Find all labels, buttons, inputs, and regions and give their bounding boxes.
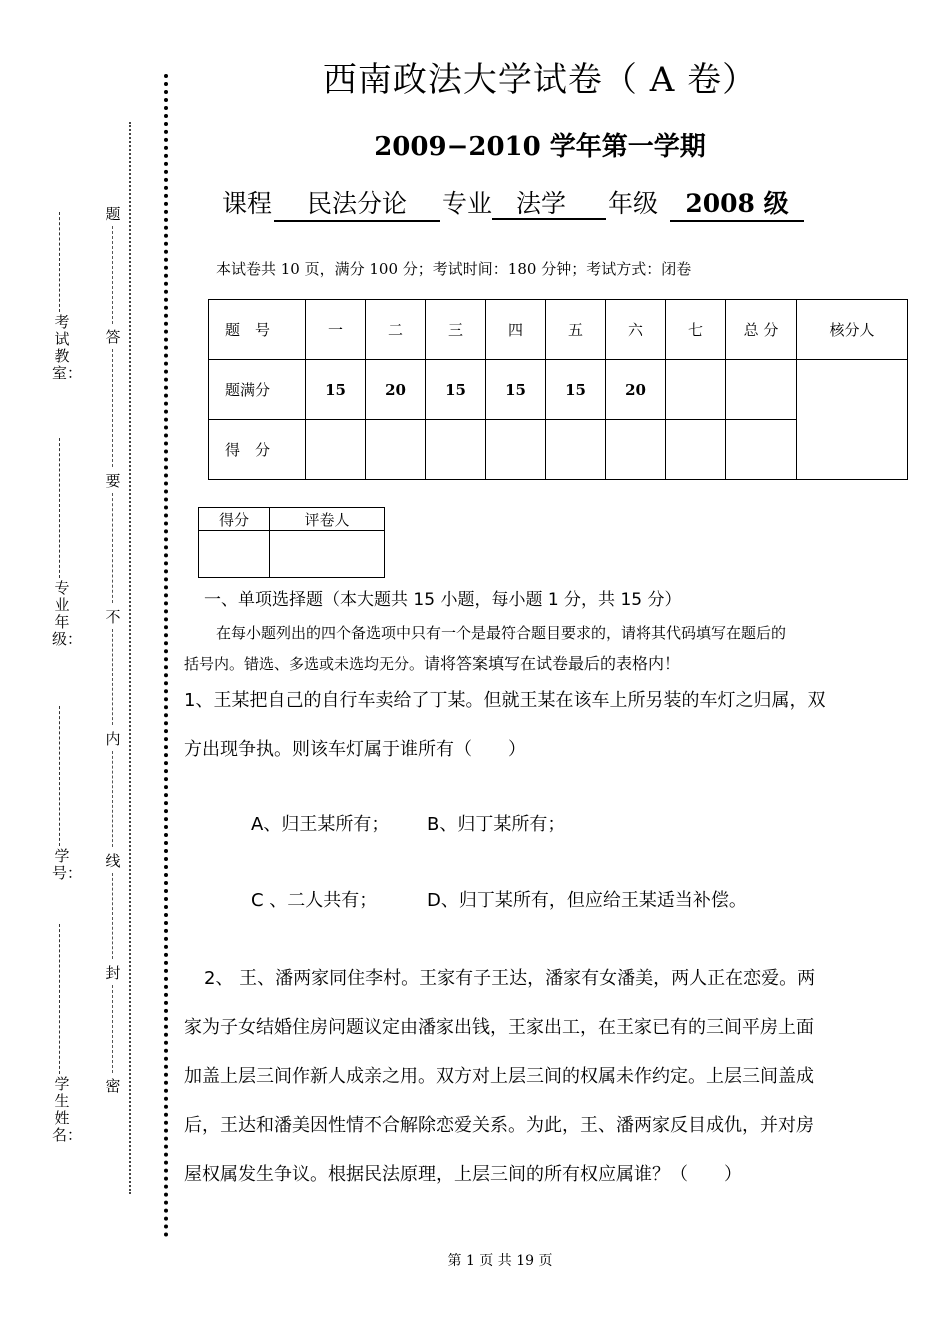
instruction-line-2 bbox=[184, 651, 680, 674]
score-cell[interactable] bbox=[606, 420, 666, 480]
grade-value: 2008 级 bbox=[670, 184, 804, 222]
q2-line-5: 屋权属发生争议。根据民法原理，上层三间的所有权应属谁？（ ） bbox=[184, 1164, 742, 1185]
grade-label: 年级 bbox=[608, 189, 659, 218]
full-mark-cell: 15 bbox=[546, 360, 606, 420]
col-header: 五 bbox=[546, 300, 606, 360]
instruction-emphasis: 请将答案填写在试卷最后的表格内！ bbox=[424, 654, 681, 673]
field-line bbox=[59, 924, 60, 1074]
col-header: 一 bbox=[306, 300, 366, 360]
score-cell[interactable] bbox=[546, 420, 606, 480]
grader-score-cell[interactable] bbox=[199, 531, 270, 578]
warning-char: 题 bbox=[105, 205, 121, 223]
page-footer: 第 1 页 共 19 页 bbox=[447, 1253, 553, 1269]
score-cell[interactable] bbox=[366, 420, 426, 480]
score-cell[interactable] bbox=[666, 420, 726, 480]
q1-option-a: A、归王某所有； bbox=[251, 814, 390, 835]
full-mark-cell: 15 bbox=[306, 360, 366, 420]
field-student-id: 学号： bbox=[52, 847, 83, 882]
section-heading: 一、单项选择题（本大题共 15 小题，每小题 1 分，共 15 分） bbox=[204, 590, 682, 610]
major-label: 专业 bbox=[442, 189, 493, 218]
page-title: 西南政法大学试卷（ A 卷） bbox=[322, 60, 758, 100]
semester: 2009−2010 学年第一学期 bbox=[374, 132, 706, 162]
field-line bbox=[59, 706, 60, 846]
warning-char: 要 bbox=[105, 472, 121, 490]
q1-line-2: 方出现争执。则该车灯属于谁所有（ ） bbox=[184, 739, 526, 760]
q2-line-3: 加盖上层三间作新人成亲之用。双方对上层三间的权属未作约定。上层三间盖成 bbox=[184, 1066, 814, 1087]
exam-info: 本试卷共 10 页，满分 100 分；考试时间：180 分钟；考试方式：闭卷 bbox=[216, 260, 692, 278]
col-header: 六 bbox=[606, 300, 666, 360]
q2-line-4: 后，王达和潘美因性情不合解除恋爱关系。为此，王、潘两家反目成仇，并对房 bbox=[184, 1115, 814, 1136]
q1-option-c: C 、二人共有； bbox=[251, 890, 378, 911]
full-mark-cell: 20 bbox=[606, 360, 666, 420]
score-table bbox=[208, 299, 908, 480]
grader-header: 得分 bbox=[199, 508, 270, 531]
col-header: 四 bbox=[486, 300, 546, 360]
col-header: 七 bbox=[666, 300, 726, 360]
q1-line-1: 1、王某把自己的自行车卖给了丁某。但就王某在该车上所另装的车灯之归属，双 bbox=[184, 690, 826, 711]
grader-header: 评卷人 bbox=[270, 508, 385, 531]
full-mark-cell: 15 bbox=[426, 360, 486, 420]
field-student-name: 学生姓名： bbox=[52, 1075, 83, 1144]
checker-cell[interactable] bbox=[797, 360, 908, 480]
row-label: 得 分 bbox=[209, 420, 306, 480]
score-cell[interactable] bbox=[306, 420, 366, 480]
warning-char: 封 bbox=[105, 964, 121, 982]
score-cell[interactable] bbox=[726, 420, 797, 480]
row-label: 题满分 bbox=[209, 360, 306, 420]
instruction-line-1: 在每小题列出的四个备选项中只有一个是最符合题目要求的，请将其代码填写在题后的 bbox=[216, 624, 787, 642]
warning-char: 线 bbox=[105, 852, 121, 870]
q2-line-2: 家为子女结婚住房问题议定由潘家出钱，王家出工，在王家已有的三间平房上面 bbox=[184, 1017, 814, 1038]
col-header: 三 bbox=[426, 300, 486, 360]
col-header: 核分人 bbox=[797, 300, 908, 360]
warning-char: 不 bbox=[105, 608, 121, 626]
row-label: 题 号 bbox=[209, 300, 306, 360]
q1-option-d: D、归丁某所有，但应给王某适当补偿。 bbox=[427, 890, 747, 911]
field-line bbox=[59, 438, 60, 578]
warning-char: 密 bbox=[105, 1077, 121, 1095]
instruction-text: 括号内。错选、多选或未选均无分。 bbox=[184, 655, 425, 673]
warning-char: 答 bbox=[105, 328, 121, 346]
grader-table bbox=[198, 507, 385, 578]
score-cell[interactable] bbox=[426, 420, 486, 480]
q1-option-b: B、归丁某所有； bbox=[427, 814, 566, 835]
binding-line-thin bbox=[129, 122, 131, 1194]
full-mark-cell: 20 bbox=[366, 360, 426, 420]
full-mark-cell: 15 bbox=[486, 360, 546, 420]
course-label: 课程 bbox=[222, 189, 273, 218]
full-mark-cell bbox=[726, 360, 797, 420]
score-cell[interactable] bbox=[486, 420, 546, 480]
col-header: 二 bbox=[366, 300, 426, 360]
major-value: 法学 bbox=[492, 184, 606, 220]
warning-char: 内 bbox=[105, 730, 121, 748]
col-header: 总 分 bbox=[726, 300, 797, 360]
field-line bbox=[59, 212, 60, 312]
grader-name-cell[interactable] bbox=[270, 531, 385, 578]
field-major-grade: 专业年级： bbox=[52, 579, 83, 648]
field-classroom: 考试教室： bbox=[52, 313, 83, 382]
binding-warning bbox=[102, 0, 124, 1200]
full-mark-cell bbox=[666, 360, 726, 420]
binding-line-thick bbox=[164, 74, 168, 1238]
q2-line-1: 2、 王、潘两家同住李村。王家有子王达，潘家有女潘美，两人正在恋爱。两 bbox=[204, 968, 816, 989]
course-value: 民法分论 bbox=[274, 184, 440, 222]
